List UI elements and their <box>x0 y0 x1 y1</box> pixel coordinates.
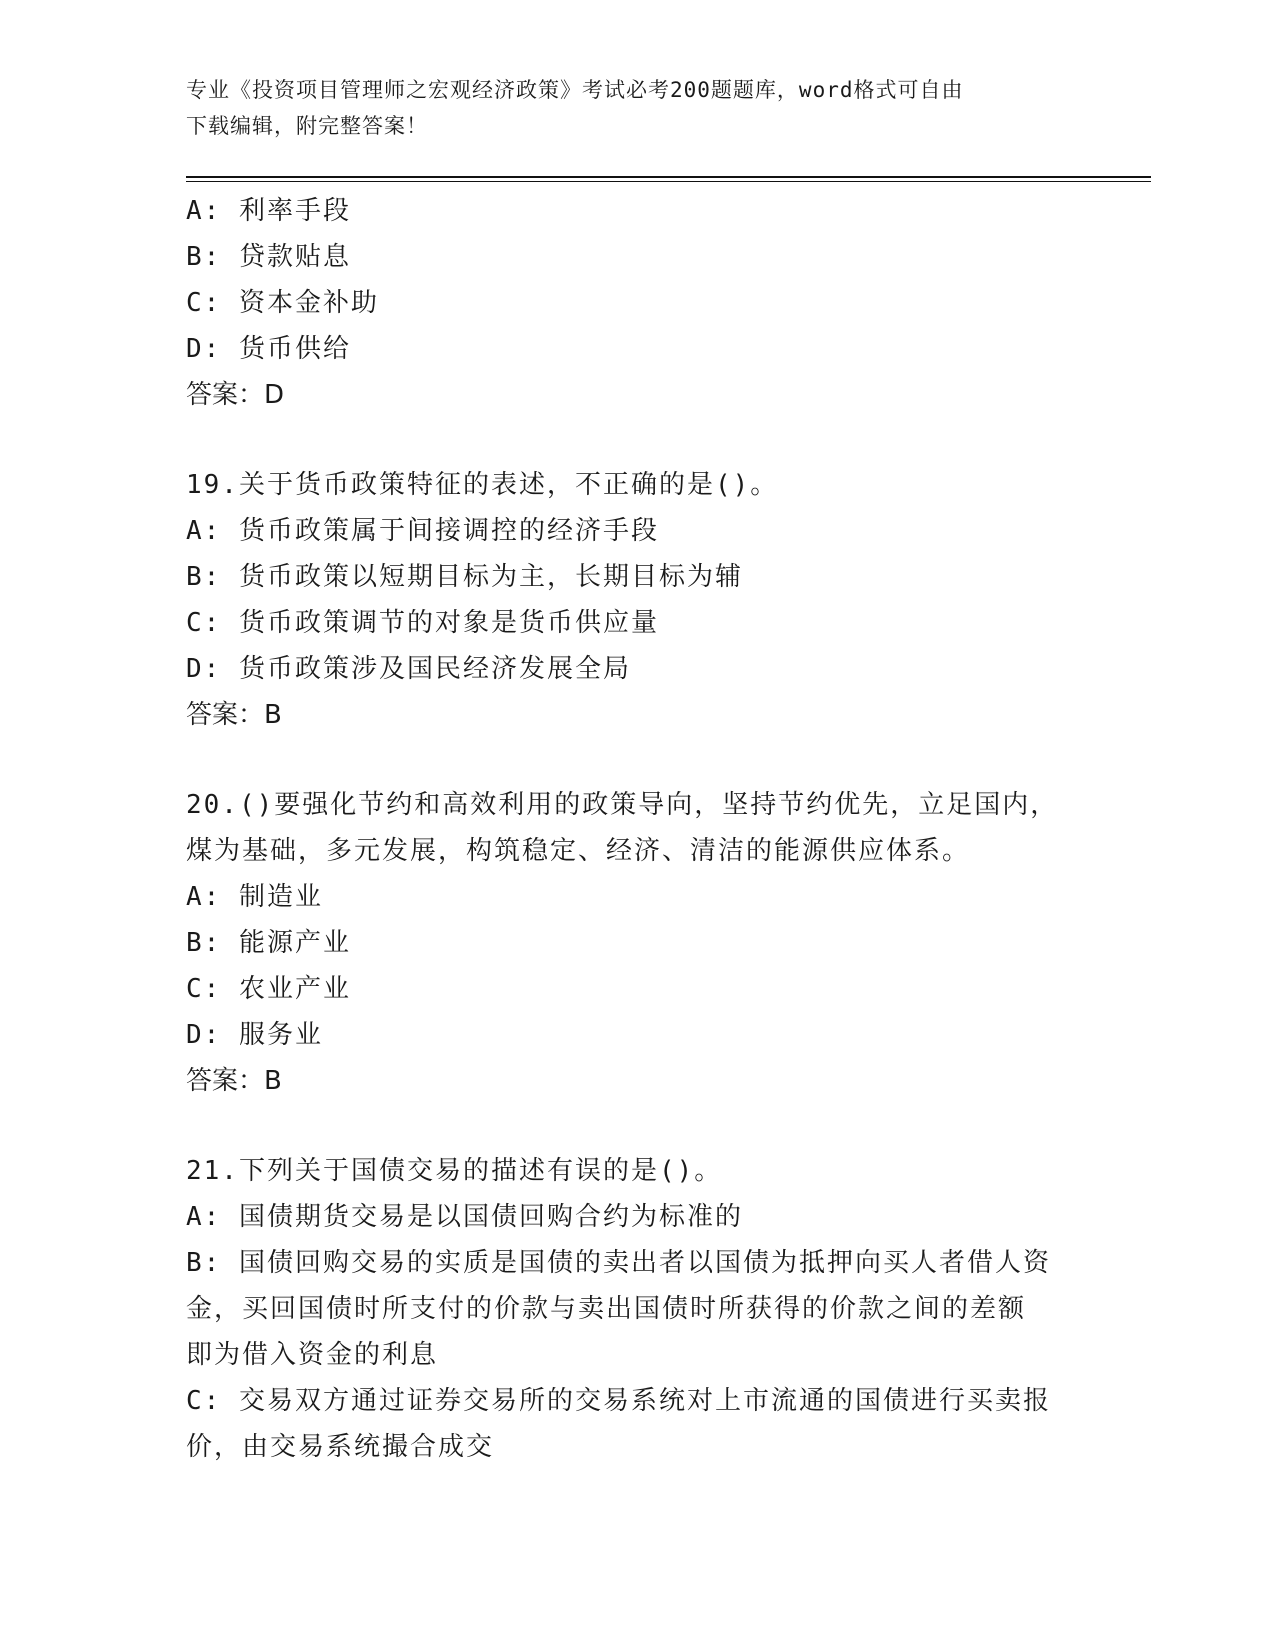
question-text: 21.下列关于国债交易的描述有误的是()。 <box>186 1156 723 1186</box>
option-b-line-1: B: 国债回购交易的实质是国债的卖出者以国债为抵押向买人者借人资 <box>186 1248 1051 1278</box>
header-divider-thick <box>186 176 1151 178</box>
answer-line: 答案：D <box>186 380 285 410</box>
option-a: A: 货币政策属于间接调控的经济手段 <box>186 516 659 546</box>
question-text-line-1: 20.()要强化节约和高效利用的政策导向，坚持节约优先，立足国内， <box>186 790 1059 820</box>
question-20 <box>186 782 1086 1104</box>
spacer <box>186 1104 1086 1148</box>
option-b: B: 能源产业 <box>186 928 351 958</box>
document-header <box>186 72 1076 144</box>
option-c: C: 农业产业 <box>186 974 351 1004</box>
answer-line: 答案：B <box>186 700 282 730</box>
option-c-line-2: 价，由交易系统撮合成交 <box>186 1432 495 1462</box>
header-line-2: 下载编辑，附完整答案！ <box>186 114 428 138</box>
option-a: A: 国债期货交易是以国债回购合约为标准的 <box>186 1202 743 1232</box>
option-d: D: 货币政策涉及国民经济发展全局 <box>186 654 631 684</box>
answer-line: 答案：B <box>186 1066 282 1096</box>
option-d: D: 服务业 <box>186 1020 323 1050</box>
question-text: 19.关于货币政策特征的表述，不正确的是()。 <box>186 470 779 500</box>
option-a: A: 利率手段 <box>186 196 351 226</box>
option-b: B: 货币政策以短期目标为主，长期目标为辅 <box>186 562 743 592</box>
option-b: B: 贷款贴息 <box>186 242 351 272</box>
question-19 <box>186 462 1086 738</box>
option-d: D: 货币供给 <box>186 334 351 364</box>
spacer <box>186 738 1086 782</box>
spacer <box>186 418 1086 462</box>
question-21 <box>186 1148 1086 1470</box>
header-line-1: 专业《投资项目管理师之宏观经济政策》考试必考200题题库，word格式可自由 <box>186 78 964 102</box>
option-c: C: 资本金补助 <box>186 288 379 318</box>
option-c-line-1: C: 交易双方通过证券交易所的交易系统对上市流通的国债进行买卖报 <box>186 1386 1051 1416</box>
header-divider-thin <box>186 181 1151 182</box>
option-a: A: 制造业 <box>186 882 323 912</box>
option-b-line-2: 金，买回国债时所支付的价款与卖出国债时所获得的价款之间的差额 <box>186 1294 1027 1324</box>
question-18 <box>186 188 1086 418</box>
question-content <box>186 188 1086 1470</box>
option-b-line-3: 即为借入资金的利息 <box>186 1340 439 1370</box>
question-text-line-2: 煤为基础，多元发展，构筑稳定、经济、清洁的能源供应体系。 <box>186 836 971 866</box>
option-c: C: 货币政策调节的对象是货币供应量 <box>186 608 659 638</box>
